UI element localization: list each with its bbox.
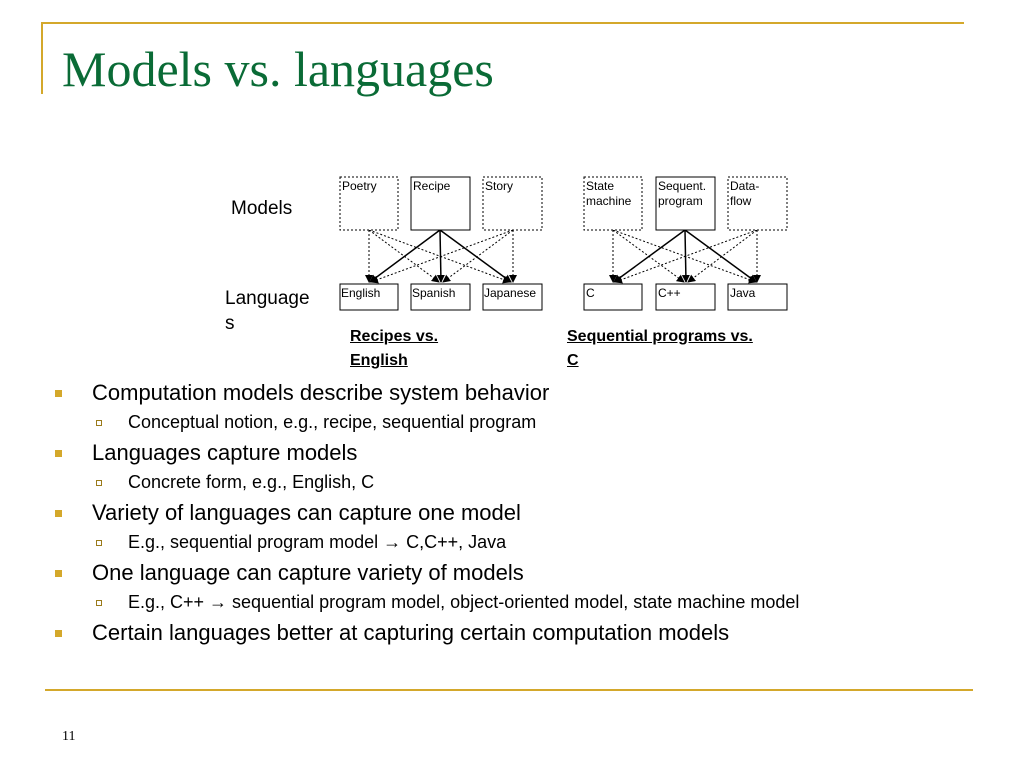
square-bullet-icon bbox=[55, 450, 62, 457]
model-label-story: Story bbox=[485, 179, 514, 193]
right-caption-line1: Sequential programs vs. bbox=[567, 328, 753, 345]
left-caption bbox=[350, 325, 438, 373]
language-label-japanese: Japanese bbox=[484, 286, 537, 300]
language-label-c: C bbox=[586, 286, 595, 300]
hollow-square-bullet-icon bbox=[96, 600, 102, 606]
model-label-sequent-2: program bbox=[658, 194, 703, 208]
bullet-item: One language can capture variety of models bbox=[55, 558, 955, 588]
hollow-square-bullet-icon bbox=[96, 480, 102, 486]
right-caption bbox=[567, 325, 753, 373]
model-label-state-2: machine bbox=[586, 194, 632, 208]
sub-bullet-item: Concrete form, e.g., English, C bbox=[55, 471, 918, 494]
bullet-item: Languages capture models bbox=[55, 438, 955, 468]
language-label-java: Java bbox=[730, 286, 756, 300]
left-caption-line1: Recipes vs. bbox=[350, 328, 439, 345]
square-bullet-icon bbox=[55, 570, 62, 577]
left-caption-line2: English bbox=[350, 352, 408, 369]
model-label-sequent-1: Sequent. bbox=[658, 179, 707, 193]
model-label-poetry: Poetry bbox=[342, 179, 377, 193]
square-bullet-icon bbox=[55, 390, 62, 397]
page-number: 11 bbox=[62, 729, 76, 744]
model-label-state-1: State bbox=[586, 179, 615, 193]
bullet-item: Computation models describe system behavior bbox=[55, 378, 955, 408]
sub-bullet-item: E.g., sequential program model → C,C++, Java bbox=[55, 531, 918, 554]
hollow-square-bullet-icon bbox=[96, 420, 102, 426]
model-label-recipe: Recipe bbox=[413, 179, 451, 193]
languages-row-label: Languages bbox=[225, 288, 310, 334]
models-languages-diagram bbox=[0, 0, 1024, 380]
bullet-list bbox=[55, 376, 955, 648]
bullet-item: Variety of languages can capture one model bbox=[55, 498, 955, 528]
right-caption-line2: C bbox=[567, 352, 579, 369]
bottom-frame-line bbox=[45, 689, 973, 691]
square-bullet-icon bbox=[55, 630, 62, 637]
slide-title: Models vs. languages bbox=[62, 41, 494, 97]
models-row-label: Models bbox=[231, 198, 293, 219]
square-bullet-icon bbox=[55, 510, 62, 517]
language-label-spanish: Spanish bbox=[412, 286, 456, 300]
language-label-english: English bbox=[341, 286, 381, 300]
language-label-cpp: C++ bbox=[658, 286, 681, 300]
sub-bullet-item: E.g., C++ → sequential program model, object-oriented model, state machine model bbox=[55, 591, 918, 614]
hollow-square-bullet-icon bbox=[96, 540, 102, 546]
bullet-item: Certain languages better at capturing certain computation models bbox=[55, 618, 955, 648]
model-label-dataflow-2: flow bbox=[730, 194, 752, 208]
sub-bullet-item: Conceptual notion, e.g., recipe, sequential program bbox=[55, 411, 918, 434]
model-label-dataflow-1: Data- bbox=[730, 179, 760, 193]
